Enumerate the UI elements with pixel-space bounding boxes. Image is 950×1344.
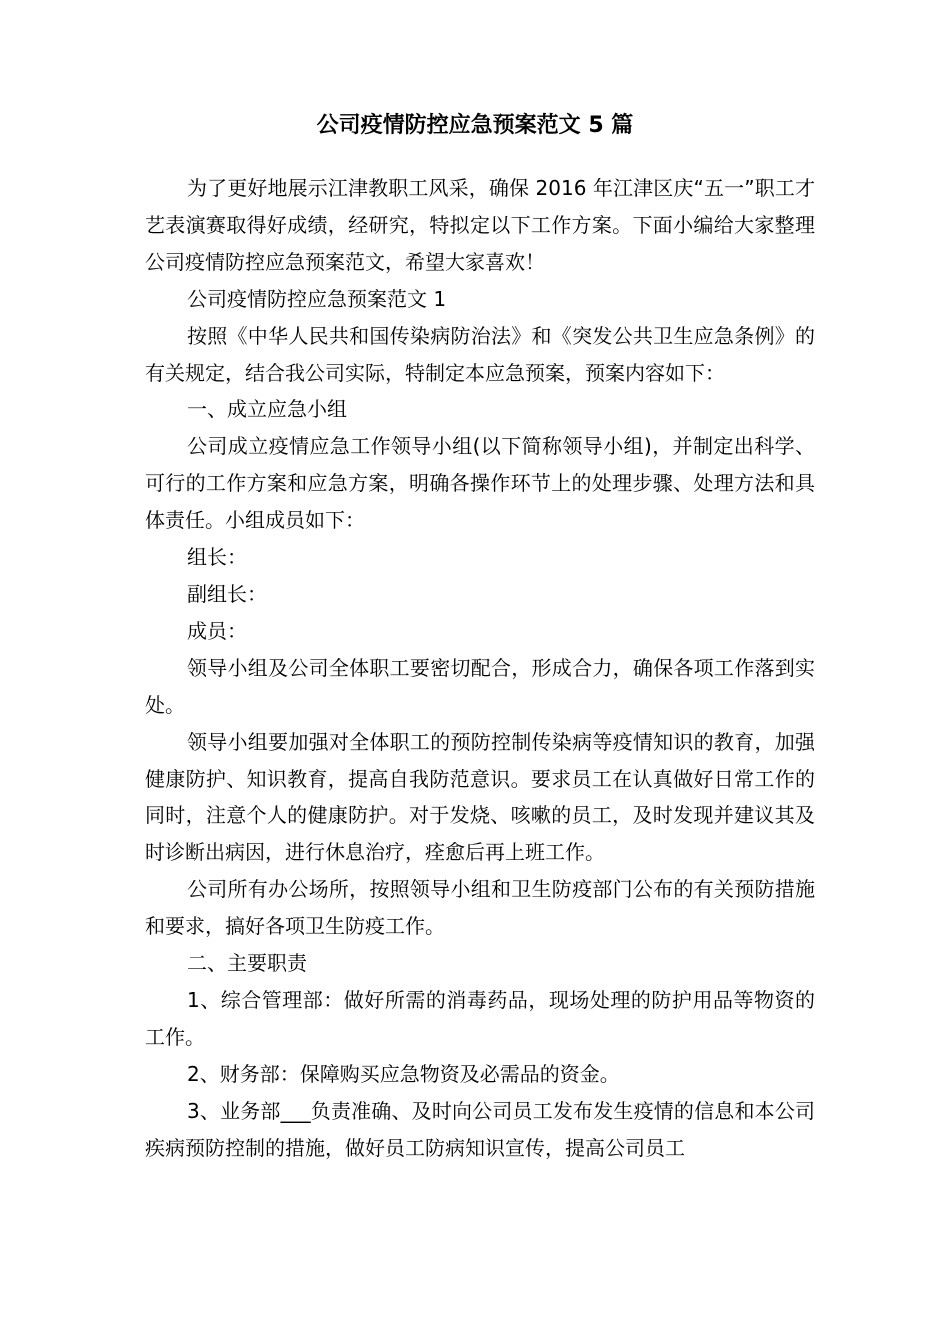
paragraph-duty-business: 3、业务部___负责准确、及时向公司员工发布发生疫情的信息和本公司疾病预防控制的措施，做好员工防病知识宣传，提高公司员工 [145,1098,815,1160]
paragraph-education: 领导小组要加强对全体职工的预防控制传染病等疫情知识的教育，加强健康防护、知识教育，提高自我防范意识。要求员工在认真做好日常工作的同时，注意个人的健康防护。对于发烧、咳嗽的员工，及时发现并建议其及时诊断出病因，进行休息治疗，痊愈后再上班工作。 [145,729,815,865]
paragraph-sample-heading: 公司疫情防控应急预案范文 1 [187,286,447,311]
paragraph-duty-admin: 1、综合管理部：做好所需的消毒药品，现场处理的防护用品等物资的工作。 [145,987,815,1049]
paragraph-deputy-leader: 副组长： [187,581,267,606]
paragraph-leader: 组长： [187,545,247,570]
paragraph-intro: 为了更好地展示江津教职工风采，确保 2016 年江津区庆“五一”职工才艺表演赛取得好成绩，经研究，特拟定以下工作方案。下面小编给大家整理公司疫情防控应急预案范文，希望大家喜欢！ [145,176,815,274]
document-title: 公司疫情防控应急预案范文 5 篇 [316,113,634,138]
paragraph-legal-basis: 按照《中华人民共和国传染病防治法》和《突发公共卫生应急条例》的有关规定，结合我公司实际，特制定本应急预案，预案内容如下： [145,323,815,385]
paragraph-duty-finance: 2、财务部：保障购买应急物资及必需品的资金。 [187,1061,620,1086]
paragraph-team-setup: 公司成立疫情应急工作领导小组(以下简称领导小组)，并制定出科学、可行的工作方案和应急方案，明确各操作环节上的处理步骤、处理方法和具体责任。小组成员如下： [145,434,815,533]
paragraph-office-hygiene: 公司所有办公场所，按照领导小组和卫生防疫部门公布的有关预防措施和要求，搞好各项卫生防疫工作。 [145,877,815,939]
section-heading-2: 二、主要职责 [187,951,307,976]
document-body [145,170,815,1166]
paragraph-members: 成员： [187,618,247,643]
paragraph-cooperation: 领导小组及公司全体职工要密切配合，形成合力，确保各项工作落到实处。 [145,655,815,717]
section-heading-1: 一、成立应急小组 [187,397,347,422]
